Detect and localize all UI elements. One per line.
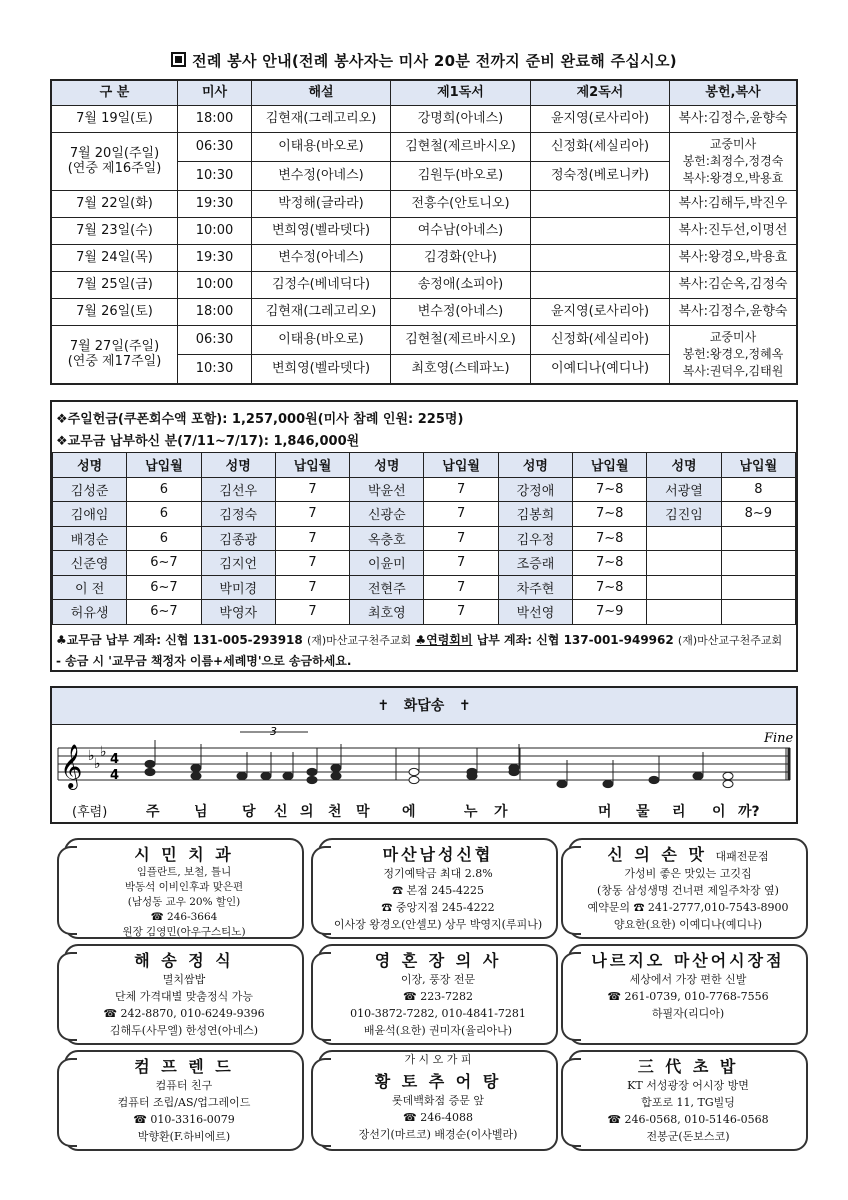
cell: 김현철(제르바시오) [391, 326, 531, 355]
payer-name: 옥충호 [350, 526, 424, 551]
col-header: 납입월 [127, 453, 201, 478]
cell: 정숙정(베로니카) [531, 162, 670, 191]
cell: 여수남(아네스) [391, 218, 531, 245]
ad-line: ☎ 246-4088 [403, 1111, 473, 1124]
col-header: 성명 [647, 453, 721, 478]
ad-name: 나르지오 마산어시장점 [591, 951, 785, 970]
ad-line: 단체 가격대별 맞춤정식 가능 [114, 990, 253, 1003]
payment-month: 7~9 [573, 600, 647, 625]
cell: 김현철(제르바시오) [391, 133, 531, 162]
payment-month: 7 [275, 477, 349, 502]
cell: 이예디나(예디나) [531, 355, 670, 385]
payment-month: 7 [275, 502, 349, 527]
payer-name: 조증래 [498, 551, 572, 576]
payer-name: 박선영 [498, 600, 572, 625]
payer-name: 박윤선 [350, 477, 424, 502]
ad-line: 박동석 이비인후과 맞은편 [124, 881, 244, 893]
note-head [237, 772, 247, 779]
col-header: 납입월 [721, 453, 795, 478]
payment-month: 8 [721, 477, 795, 502]
lyric-syllable: 막 [356, 804, 370, 820]
lyric-syllable: 머 [598, 804, 612, 820]
note-head [145, 760, 155, 767]
lyric-syllable: 누 [464, 804, 478, 820]
payment-month: 6 [127, 477, 201, 502]
cell: 윤지영(로사리아) [531, 106, 670, 133]
col-header: 납입월 [424, 453, 498, 478]
page-title: 전례 봉사 안내(전례 봉사자는 미사 20분 전까지 준비 완료해 주십시오) [0, 50, 848, 71]
date-cell: 7월 25일(금) [51, 272, 178, 299]
note-head [467, 772, 477, 779]
ad-line: 가성비 좋은 맛있는 고깃집 [624, 867, 752, 880]
ad-box [64, 1050, 304, 1151]
payer-name: 김정숙 [201, 502, 275, 527]
payment-month [721, 575, 795, 600]
ad-line: (창동 삼성생명 건너편 제일주차장 옆) [597, 884, 779, 897]
col-header: 봉헌,복사 [670, 80, 798, 106]
cell: 강명희(아네스) [391, 106, 531, 133]
tithe-account: ♣교무금 납부 계좌: 신협 131-005-293918 [56, 633, 303, 647]
col-header: 성명 [53, 453, 127, 478]
payer-name: 김애임 [53, 502, 127, 527]
cell: 김현재(그레고리오) [252, 106, 391, 133]
payer-name: 김봉희 [498, 502, 572, 527]
note-head [307, 768, 317, 775]
date-cell: 7월 26일(토) [51, 299, 178, 326]
cell: 김정수(베네딕다) [252, 272, 391, 299]
table-row [51, 245, 797, 272]
ad-line: 박향환(F.하비에르) [137, 1130, 231, 1143]
payment-month [721, 551, 795, 576]
payment-month: 7 [424, 575, 498, 600]
offering-section [50, 400, 798, 672]
note-head [509, 768, 519, 775]
ad-line: 컴퓨터 조립/AS/업그레이드 [117, 1096, 251, 1109]
date-cell: 7월 22일(화) [51, 191, 178, 218]
payer-name: 배경순 [53, 526, 127, 551]
ad-line: ☎ 010-3316-0079 [133, 1113, 235, 1126]
cell: 복사:김정수,윤향숙 [670, 299, 798, 326]
ad-line: 컴퓨터 친구 [155, 1079, 213, 1092]
ad-subtitle: 대패전문점 [715, 850, 769, 863]
note-head [307, 776, 317, 783]
ad-box [568, 838, 808, 939]
payment-month: 7 [275, 600, 349, 625]
col-header: 해설 [252, 80, 391, 106]
ad-line: 하필자(리디아) [651, 1007, 725, 1020]
payment-month: 7 [424, 600, 498, 625]
music-staff [52, 726, 796, 798]
ad-line: 배윤석(요한) 권미자(율리아나) [363, 1024, 513, 1037]
payment-month: 7 [424, 502, 498, 527]
lyric-syllable: 천 [328, 804, 342, 820]
transfer-note: - 송금 시 '교무금 책정자 이름+세례명'으로 송금하세요. [56, 654, 352, 668]
lyric-syllable: 가 [494, 804, 508, 820]
flat-icon: ♭ [88, 748, 95, 764]
ad-line: 양요한(요한) 이예디나(예디나) [613, 918, 763, 931]
cell: 신정화(세실리아) [531, 326, 670, 355]
note-head [191, 772, 201, 779]
ad-name: 시 민 치 과 [134, 845, 234, 864]
col-header: 성명 [350, 453, 424, 478]
cell: 교중미사 봉헌:최정수,정경숙 복사:왕경오,박용효 [670, 133, 798, 191]
square-bullet-icon [171, 52, 186, 67]
note-head [603, 780, 613, 787]
cell: 전흥수(안토니오) [391, 191, 531, 218]
ad-name: 영 혼 장 의 사 [374, 951, 502, 970]
ad-name: 컴 프 렌 드 [134, 1057, 234, 1076]
cell: 복사:왕경오,박용효 [670, 245, 798, 272]
ad-line: ☎ 261-0739, 010-7768-7556 [607, 990, 769, 1003]
cell: 변희영(벨라뎃다) [252, 218, 391, 245]
payment-month: 6~7 [127, 575, 201, 600]
time-cell: 19:30 [178, 245, 252, 272]
payment-month: 7 [275, 575, 349, 600]
payer-name [647, 600, 721, 625]
table-row [53, 575, 796, 600]
cell: 교중미사 봉헌:왕경오,정혜옥 복사:권덕우,김태원 [670, 326, 798, 385]
time-cell: 18:00 [178, 299, 252, 326]
payment-month: 7 [424, 551, 498, 576]
date-cell: 7월 23일(수) [51, 218, 178, 245]
ad-box [64, 944, 304, 1045]
cell: 변희영(벨라뎃다) [252, 355, 391, 385]
time-cell: 06:30 [178, 133, 252, 162]
payer-name: 김성준 [53, 477, 127, 502]
table-row [51, 218, 797, 245]
cell: 변수정(아네스) [391, 299, 531, 326]
ad-line: 정기예탁금 최대 2.8% [383, 867, 493, 880]
ad-line: 이장, 풍장 전문 [400, 973, 476, 986]
time-signature: 4 [110, 752, 120, 767]
cell: 송정애(소피아) [391, 272, 531, 299]
cell: 최호영(스테파노) [391, 355, 531, 385]
ad-line: ☎ 246-3664 [150, 911, 218, 923]
payer-name: 김진임 [647, 502, 721, 527]
cell: 이태용(바오로) [252, 326, 391, 355]
payer-name [647, 526, 721, 551]
payer-name: 허유생 [53, 600, 127, 625]
ad-name: 三 代 초 밥 [637, 1057, 739, 1076]
col-header: 미사 [178, 80, 252, 106]
lyric-syllable: 님 [194, 804, 208, 820]
ad-line: ☎ 중앙지점 245-4222 [381, 901, 495, 914]
payment-month: 7 [424, 477, 498, 502]
cell [531, 218, 670, 245]
cross-icon: ✝ [377, 698, 390, 714]
cell: 변수정(아네스) [252, 245, 391, 272]
payer-name: 박미경 [201, 575, 275, 600]
payment-month: 7 [275, 526, 349, 551]
date-cell: 7월 20일(주일) (연중 제16주일) [51, 133, 178, 191]
date-cell: 7월 27일(주일) (연중 제17주일) [51, 326, 178, 385]
payment-month: 7~8 [573, 575, 647, 600]
col-header: 납입월 [573, 453, 647, 478]
account-notes: ♣교무금 납부 계좌: 신협 131-005-293918 (재)마산교구천주교회 ♣연령회비 납부 계좌: 신협 137-001-949962 (재)마산교구천주교회 - 송금 시 '교무금 책정자 이름+세례명'으로 송금하세요. [56, 630, 796, 672]
flat-icon: ♭ [100, 744, 107, 760]
note-head [649, 776, 659, 783]
ad-line: 이사장 왕경오(안셀모) 상무 박영지(루피나) [333, 918, 543, 931]
cell [531, 272, 670, 299]
ad-box [318, 838, 558, 939]
note-head [261, 772, 271, 779]
payer-name: 김종광 [201, 526, 275, 551]
psalm-section [50, 686, 798, 824]
ad-line: 원장 김영민(아우구스티노) [122, 926, 246, 938]
ad-name: 황 토 추 어 탕 [374, 1072, 502, 1091]
table-row [53, 477, 796, 502]
ad-line: 세상에서 가장 편한 신발 [629, 973, 747, 986]
triplet-number: 3 [270, 726, 277, 738]
ad-line: 010-3872-7282, 010-4841-7281 [350, 1007, 526, 1020]
date-cell: 7월 24일(목) [51, 245, 178, 272]
lyric-syllable: 주 [146, 804, 160, 820]
ad-box [64, 838, 304, 939]
lyric-syllable: 에 [402, 804, 416, 820]
payment-month [721, 526, 795, 551]
time-signature: 4 [110, 768, 120, 783]
ad-line: ☎ 242-8870, 010-6249-9396 [103, 1007, 265, 1020]
payer-name: 신광순 [350, 502, 424, 527]
ad-line: (남성동 교우 20% 할인) [127, 896, 241, 908]
cross-icon: ✝ [458, 698, 471, 714]
cell [531, 191, 670, 218]
payer-name [647, 551, 721, 576]
payment-month: 7~8 [573, 526, 647, 551]
ad-name: 신 의 손 맛 대패전문점 [607, 845, 769, 864]
col-header: 성명 [498, 453, 572, 478]
payment-month: 7~8 [573, 502, 647, 527]
cell: 김현재(그레고리오) [252, 299, 391, 326]
col-header: 제2독서 [531, 80, 670, 106]
payer-name [647, 575, 721, 600]
ad-box [318, 1050, 558, 1151]
payment-month: 8~9 [721, 502, 795, 527]
time-cell: 10:00 [178, 218, 252, 245]
payer-name: 차주현 [498, 575, 572, 600]
lyric-syllable: 리 [672, 804, 686, 820]
flat-icon: ♭ [94, 756, 101, 772]
payment-month: 7~8 [573, 477, 647, 502]
payer-name: 신준영 [53, 551, 127, 576]
payment-month: 6~7 [127, 551, 201, 576]
ad-line: KT 서성광장 어시장 방면 [627, 1079, 749, 1092]
ad-box [568, 1050, 808, 1151]
treble-clef-icon: 𝄞 [60, 744, 83, 788]
table-row [53, 502, 796, 527]
liturgy-schedule-table [50, 79, 798, 385]
ad-line: 임플란트, 보철, 틀니 [136, 866, 232, 878]
time-cell: 10:30 [178, 162, 252, 191]
ad-line: 멸치쌈밥 [162, 973, 206, 986]
lyric-syllable: 물 [636, 804, 650, 820]
tithe-payer-table [52, 452, 796, 625]
lyric-syllable: 까? [738, 804, 760, 820]
cell: 복사:진두선,이명선 [670, 218, 798, 245]
ad-line: 롯데백화점 증문 앞 [391, 1094, 484, 1107]
ad-line: 장선기(마르코) 배경순(이사벨라) [358, 1128, 518, 1141]
payment-month: 6 [127, 502, 201, 527]
ad-line: ☎ 246-0568, 010-5146-0568 [607, 1113, 769, 1126]
time-cell: 10:00 [178, 272, 252, 299]
col-header: 성명 [201, 453, 275, 478]
payer-name: 강정애 [498, 477, 572, 502]
table-row [51, 326, 797, 355]
payment-month: 7 [275, 551, 349, 576]
payment-month: 6~7 [127, 600, 201, 625]
ad-line: ☎ 223-7282 [403, 990, 473, 1003]
table-row [51, 133, 797, 162]
table-row [51, 191, 797, 218]
ad-tagline: 가 시 오 가 피 [404, 1053, 472, 1066]
payer-name: 김선우 [201, 477, 275, 502]
fine-marker: Fine [764, 731, 794, 746]
cell: 변수정(아네스) [252, 162, 391, 191]
ad-name: 마산남성신협 [382, 845, 494, 864]
cell: 윤지영(로사리아) [531, 299, 670, 326]
cell: 김경화(안나) [391, 245, 531, 272]
note-head [723, 772, 733, 779]
time-cell: 18:00 [178, 106, 252, 133]
lyric-syllable: 신 [274, 804, 288, 820]
ad-line: 전봉군(돈보스코) [646, 1130, 730, 1143]
payer-name: 박영자 [201, 600, 275, 625]
ad-line: 김해두(사무엘) 한성연(아네스) [109, 1024, 259, 1037]
note-head [145, 768, 155, 775]
cell: 박정해(글라라) [252, 191, 391, 218]
cell: 복사:김해두,박진우 [670, 191, 798, 218]
col-header: 납입월 [275, 453, 349, 478]
cell [531, 245, 670, 272]
payer-name: 서광열 [647, 477, 721, 502]
payment-month: 7 [424, 526, 498, 551]
lyric-syllable: 의 [300, 804, 314, 820]
payer-name: 이 전 [53, 575, 127, 600]
note-head [557, 780, 567, 787]
payment-month [721, 600, 795, 625]
note-head [331, 772, 341, 779]
note-head [693, 772, 703, 779]
col-header: 제1독서 [391, 80, 531, 106]
ad-line: ☎ 본점 245-4225 [392, 884, 484, 897]
ad-line: 합포로 11, TG빌딩 [641, 1096, 735, 1109]
payer-name: 전현주 [350, 575, 424, 600]
table-row [51, 272, 797, 299]
cell: 복사:김순옥,김정숙 [670, 272, 798, 299]
time-cell: 19:30 [178, 191, 252, 218]
time-cell: 10:30 [178, 355, 252, 385]
payer-name: 이윤미 [350, 551, 424, 576]
payment-month: 7~8 [573, 551, 647, 576]
ad-line: 예약문의 ☎ 241-2777,010-7543-8900 [587, 901, 789, 914]
date-cell: 7월 19일(토) [51, 106, 178, 133]
payer-name: 김우정 [498, 526, 572, 551]
time-cell: 06:30 [178, 326, 252, 355]
payer-name: 최호영 [350, 600, 424, 625]
ad-name: 해 송 정 식 [134, 951, 234, 970]
table-row [51, 299, 797, 326]
note-head [331, 764, 341, 771]
note-head [409, 776, 419, 783]
refrain-label: (후렴) [72, 805, 108, 820]
col-header: 구 분 [51, 80, 178, 106]
table-header-row [53, 453, 796, 478]
cell: 복사:김정수,윤향숙 [670, 106, 798, 133]
cell: 신정화(세실리아) [531, 133, 670, 162]
cell: 김원두(바오로) [391, 162, 531, 191]
lyric-syllable: 이 [712, 804, 726, 820]
table-row [51, 106, 797, 133]
payment-month: 6 [127, 526, 201, 551]
table-row [53, 551, 796, 576]
table-header-row [51, 80, 797, 106]
note-head [723, 780, 733, 787]
lyric-syllable: 당 [242, 804, 256, 820]
tithe-total: ❖교무금 납부하신 분(7/11~7/17): 1,846,000원 [56, 434, 360, 449]
table-row [53, 600, 796, 625]
ad-box [318, 944, 558, 1045]
cell: 이태용(바오로) [252, 133, 391, 162]
psalm-title: ✝ 화답송 ✝ [52, 688, 796, 725]
note-head [191, 764, 201, 771]
note-head [409, 768, 419, 775]
sunday-offering-total: ❖주일헌금(쿠폰회수액 포함): 1,257,000원(미사 참례 인원: 225명) [56, 412, 464, 427]
table-row [53, 526, 796, 551]
payer-name: 김지언 [201, 551, 275, 576]
note-head [283, 772, 293, 779]
ad-box [568, 944, 808, 1045]
